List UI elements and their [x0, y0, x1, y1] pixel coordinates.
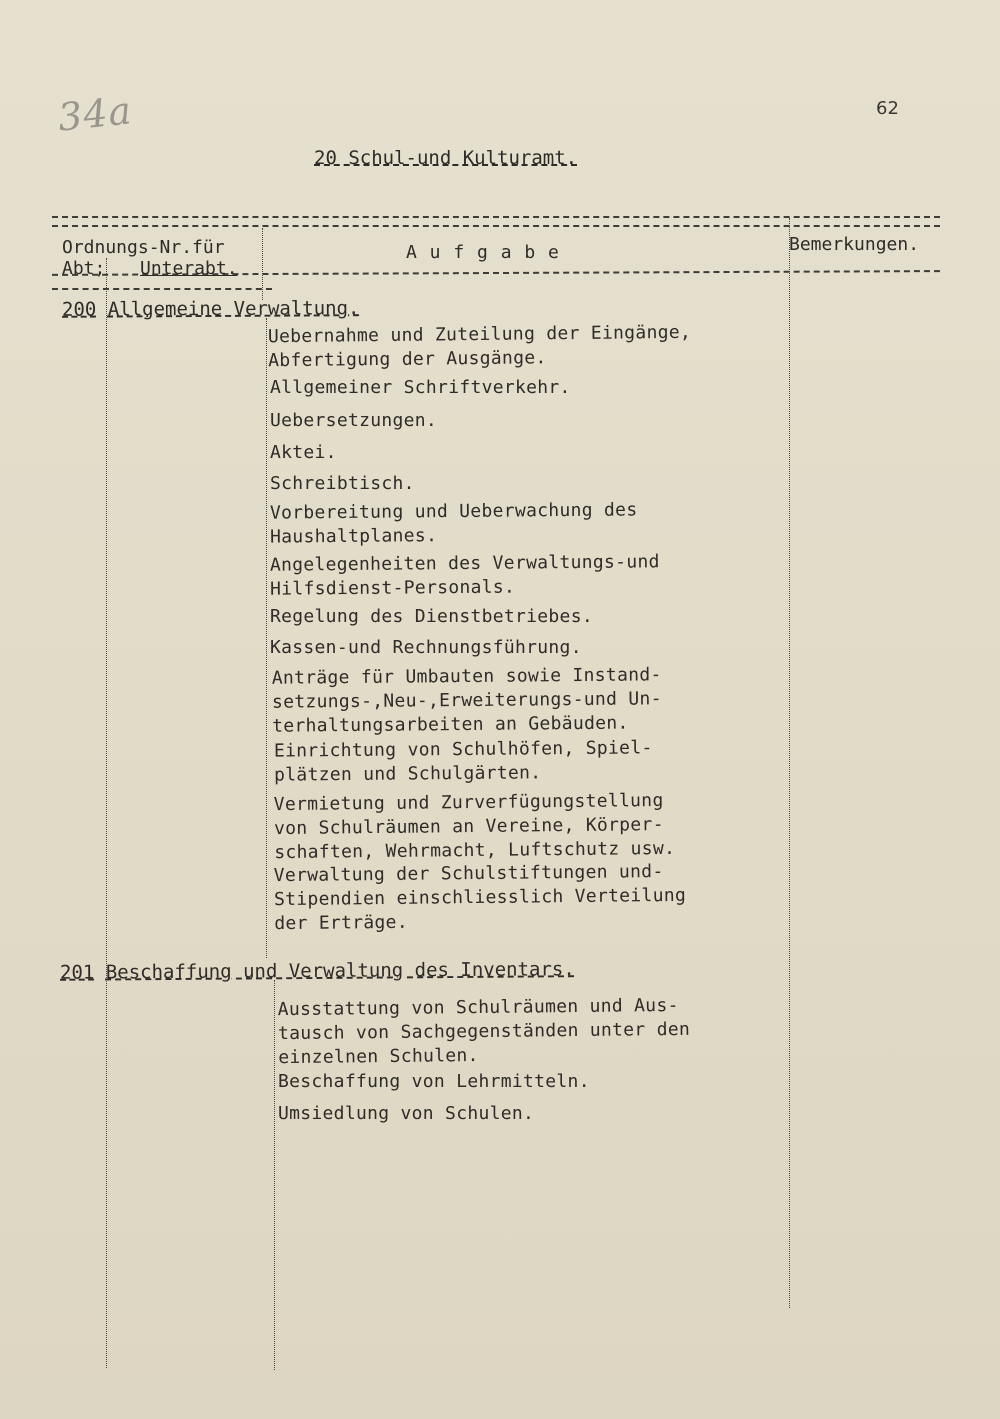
pencil-note: 34a — [55, 88, 135, 140]
header-bemerkungen: Bemerkungen. — [789, 234, 920, 255]
column-divider-abt — [106, 258, 107, 1368]
list-item: Uebernahme und Zuteilung der Eingänge, Abfertigung der Ausgänge. — [267, 321, 692, 372]
list-item: Anträge für Umbauten sowie Instand- setzungs-,Neu-,Erweiterungs-und Un- terhaltungsarbeiten an Gebäuden. — [271, 664, 662, 737]
page-number: 62 — [876, 98, 899, 119]
header-ordnung-line1: Ordnungs-Nr.für — [62, 237, 225, 258]
table-second-rule — [52, 225, 940, 227]
list-item: Kassen-und Rechnungsführung. — [270, 637, 582, 658]
header-aufgabe: A u f g a b e — [406, 242, 560, 263]
header-unterabt: Unterabt. — [140, 258, 238, 279]
list-item: Uebersetzungen. — [270, 410, 438, 431]
list-item: Verwaltung der Schulstiftungen und- Stipendien einschliesslich Verteilung der Erträge. — [273, 861, 687, 935]
list-item: Umsiedlung von Schulen. — [278, 1103, 535, 1124]
list-item: Ausstattung von Schulräumen und Aus- tausch von Sachgegenständen unter den einzelnen Schulen. — [277, 994, 691, 1069]
page-title: 20 Schul-und Kulturamt. — [314, 147, 578, 169]
list-item: Regelung des Dienstbetriebes. — [270, 606, 593, 627]
section-number: 201 — [59, 961, 95, 984]
list-item: Vermietung und Zurverfügungstellung von Schulräumen an Vereine, Körper- schaften, Wehrmacht, Luftschutz usw. — [273, 790, 676, 864]
section-number: 200 — [61, 298, 97, 321]
section-name: Allgemeine Verwaltung. — [107, 297, 360, 321]
column-divider-bemerkungen — [789, 218, 790, 1308]
list-item: Schreibtisch. — [270, 473, 415, 494]
list-item: Vorbereitung und Ueberwachung des Haushaltplanes. — [269, 499, 638, 548]
list-item: Angelegenheiten des Verwaltungs-und Hilfsdienst-Personals. — [269, 551, 660, 600]
section-201-heading — [60, 958, 575, 984]
header-bottom-rule-2 — [52, 288, 272, 290]
section-200-heading — [62, 297, 360, 321]
table-top-rule — [52, 216, 940, 218]
column-divider-aufgabe — [262, 228, 263, 300]
column-divider-aufgabe-body-2 — [274, 980, 275, 1370]
list-item: Allgemeiner Schriftverkehr. — [270, 377, 571, 398]
list-item: Aktei. — [270, 442, 337, 463]
list-item: Einrichtung von Schulhöfen, Spiel- plätzen und Schulgärten. — [273, 737, 653, 786]
section-name: Beschaffung und Verwaltung des Inventars. — [105, 958, 575, 984]
header-abt: Abt; — [62, 258, 106, 279]
list-item: Beschaffung von Lehrmitteln. — [278, 1071, 590, 1092]
column-divider-aufgabe-body — [266, 318, 267, 958]
